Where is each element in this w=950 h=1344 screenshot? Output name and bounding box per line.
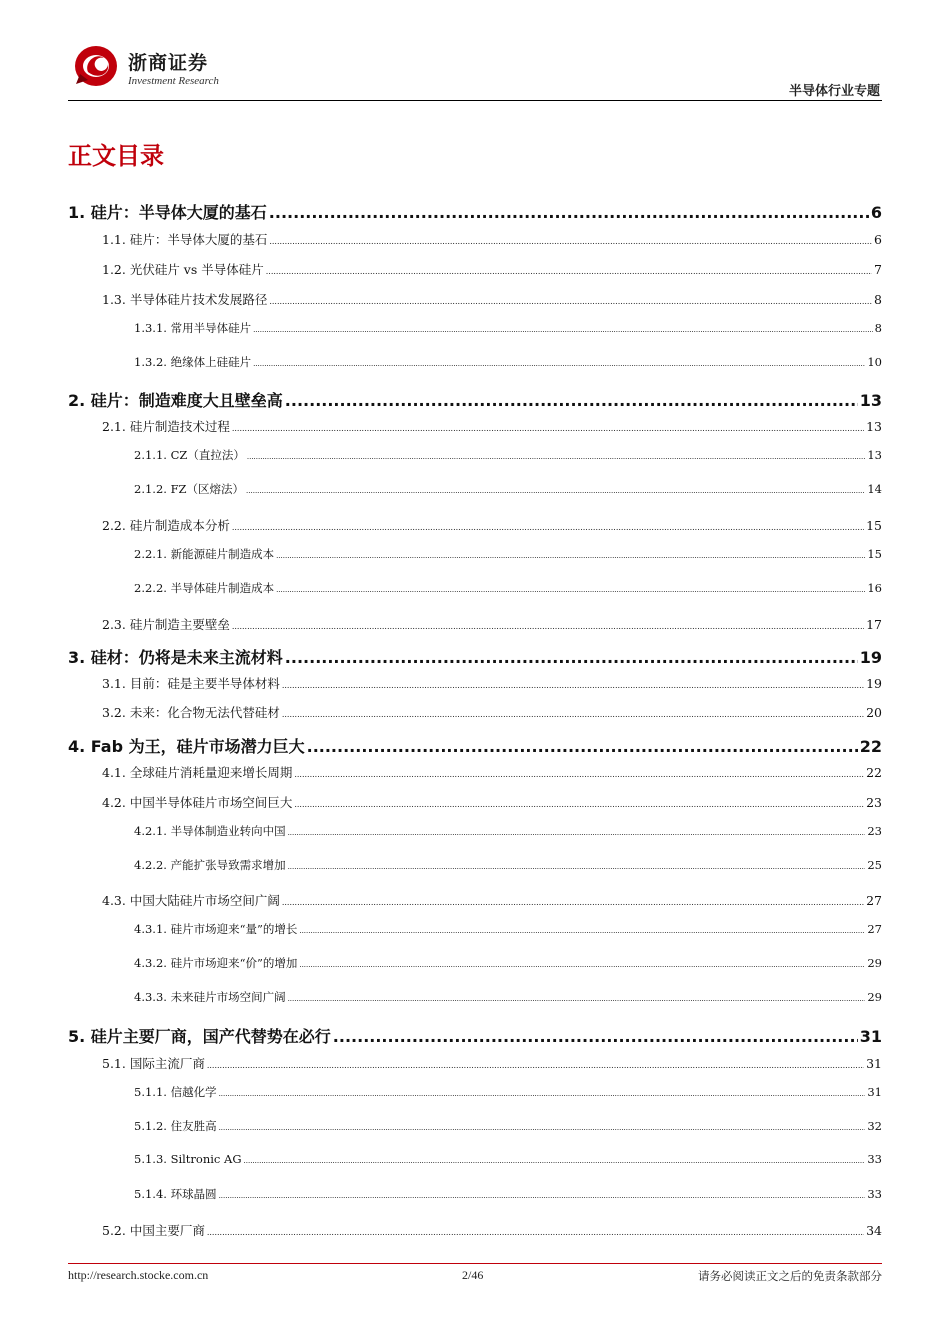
footer-disclaimer: 请务必阅读正文之后的免责条款部分 xyxy=(698,1269,882,1283)
toc-entry-page: 29 xyxy=(867,956,882,970)
toc-entry-page: 7 xyxy=(874,262,882,277)
toc-entry-page: 6 xyxy=(874,232,882,247)
toc-entry-level-2[interactable] xyxy=(68,615,882,633)
toc-entry-level-2[interactable] xyxy=(68,230,882,248)
header-divider xyxy=(68,100,882,101)
toc-entry-page: 13 xyxy=(867,448,882,462)
toc-dot-leader xyxy=(246,487,865,495)
toc-dot-leader xyxy=(253,326,873,334)
toc-dot-leader xyxy=(244,1157,866,1165)
toc-dot-leader xyxy=(299,961,865,969)
page-header xyxy=(68,36,882,100)
toc-entry-level-3[interactable] xyxy=(68,955,882,971)
toc-dot-leader xyxy=(288,995,866,1003)
toc-dot-leader xyxy=(247,453,865,461)
toc-entry-level-3[interactable] xyxy=(68,320,882,336)
toc-entry-title: 5.1.3. Siltronic AG xyxy=(134,1152,242,1166)
toc-entry-level-3[interactable] xyxy=(68,354,882,370)
toc-dot-leader xyxy=(232,622,864,631)
toc-entry-level-1[interactable] xyxy=(68,1024,882,1047)
toc-entry-level-2[interactable] xyxy=(68,290,882,308)
toc-entry-title: 3.2. 未来：化合物无法代替硅材 xyxy=(102,705,280,720)
toc-entry-title: 1.3.2. 绝缘体上硅硅片 xyxy=(134,355,252,369)
toc-dot-leader xyxy=(276,552,865,560)
toc-entry-level-3[interactable] xyxy=(68,1152,882,1166)
toc-entry-level-3[interactable] xyxy=(68,580,882,596)
toc-entry-page: 16 xyxy=(867,581,882,595)
toc-entry-page: 32 xyxy=(867,1119,882,1133)
toc-dot-leader xyxy=(269,203,869,222)
toc-entry-title: 3. 硅材：仍将是未来主流材料 xyxy=(68,648,283,667)
toc-dot-leader xyxy=(307,737,858,756)
toc-entry-page: 15 xyxy=(866,518,882,533)
toc-entry-title: 1.3. 半导体硅片技术发展路径 xyxy=(102,292,268,307)
toc-entry-page: 13 xyxy=(866,419,882,434)
toc-entry-level-3[interactable] xyxy=(68,546,882,562)
toc-entry-page: 25 xyxy=(867,858,882,872)
toc-entry-page: 23 xyxy=(866,795,882,810)
toc-entry-level-2[interactable] xyxy=(68,417,882,435)
toc-entry-level-3[interactable] xyxy=(68,1084,882,1100)
toc-entry-level-2[interactable] xyxy=(68,703,882,721)
toc-entry-title: 1.1. 硅片：半导体大厦的基石 xyxy=(102,232,268,247)
toc-entry-page: 17 xyxy=(866,617,882,632)
toc-entry-page: 6 xyxy=(870,203,882,222)
toc-dot-leader xyxy=(294,770,864,779)
toc-entry-title: 4. Fab 为王，硅片市场潜力巨大 xyxy=(68,737,305,756)
toc-dot-leader xyxy=(207,1061,864,1070)
toc-dot-leader xyxy=(333,1027,858,1046)
toc-entry-title: 2.1.1. CZ（直拉法） xyxy=(134,448,245,462)
toc-entry-page: 29 xyxy=(867,990,882,1004)
toc-entry-level-2[interactable] xyxy=(68,674,882,692)
toc-entry-title: 1. 硅片：半导体大厦的基石 xyxy=(68,203,267,222)
toc-entry-level-1[interactable] xyxy=(68,645,882,668)
toc-entry-title: 5.1.4. 环球晶圆 xyxy=(134,1187,217,1201)
toc-dot-leader xyxy=(219,1090,866,1098)
toc-entry-title: 1.2. 光伏硅片 vs 半导体硅片 xyxy=(102,262,264,277)
toc-entry-level-3[interactable] xyxy=(68,1186,882,1202)
toc-entry-title: 5.1. 国际主流厂商 xyxy=(102,1056,205,1071)
toc-entry-title: 2.1.2. FZ（区熔法） xyxy=(134,482,245,496)
toc-entry-level-2[interactable] xyxy=(68,763,882,781)
toc-entry-page: 19 xyxy=(866,676,882,691)
toc-dot-leader xyxy=(253,360,865,368)
page-title: 正文目录 xyxy=(68,142,164,170)
toc-entry-level-3[interactable] xyxy=(68,857,882,873)
toc-entry-level-3[interactable] xyxy=(68,989,882,1005)
toc-entry-title: 5. 硅片主要厂商，国产代替势在必行 xyxy=(68,1027,331,1046)
toc-entry-page: 34 xyxy=(866,1223,882,1238)
toc-entry-page: 15 xyxy=(867,547,882,561)
toc-entry-level-1[interactable] xyxy=(68,734,882,757)
toc-dot-leader xyxy=(282,898,864,907)
toc-entry-page: 27 xyxy=(866,893,882,908)
toc-entry-page: 19 xyxy=(859,648,882,667)
toc-entry-title: 5.1.2. 住友胜高 xyxy=(134,1119,217,1133)
toc-entry-title: 1.3.1. 常用半导体硅片 xyxy=(134,321,252,335)
toc-entry-level-2[interactable] xyxy=(68,891,882,909)
page-number: 2/46 xyxy=(462,1268,484,1282)
toc-entry-page: 10 xyxy=(867,355,882,369)
toc-dot-leader xyxy=(266,267,872,276)
toc-dot-leader xyxy=(232,424,864,433)
toc-dot-leader xyxy=(269,237,872,246)
toc-entry-level-2[interactable] xyxy=(68,1054,882,1072)
toc-entry-title: 4.3.3. 未来硅片市场空间广阔 xyxy=(134,990,286,1004)
toc-entry-page: 31 xyxy=(867,1085,882,1099)
toc-entry-title: 5.1.1. 信越化学 xyxy=(134,1085,217,1099)
toc-dot-leader xyxy=(285,391,858,410)
toc-entry-page: 8 xyxy=(874,321,882,335)
toc-entry-page: 31 xyxy=(866,1056,882,1071)
brand-name-en: Investment Research xyxy=(128,75,219,87)
company-logo-icon xyxy=(74,44,118,88)
toc-entry-title: 2. 硅片：制造难度大且壁垒高 xyxy=(68,391,283,410)
toc-entry-title: 4.2.1. 半导体制造业转向中国 xyxy=(134,824,286,838)
toc-dot-leader xyxy=(299,927,865,935)
toc-dot-leader xyxy=(269,297,872,306)
toc-entry-level-3[interactable] xyxy=(68,447,882,463)
toc-entry-title: 4.1. 全球硅片消耗量迎来增长周期 xyxy=(102,765,293,780)
toc-entry-title: 2.1. 硅片制造技术过程 xyxy=(102,419,230,434)
toc-entry-title: 4.2.2. 产能扩张导致需求增加 xyxy=(134,858,286,872)
footer-divider xyxy=(68,1263,882,1264)
toc-dot-leader xyxy=(276,586,865,594)
report-type: 半导体行业专题 xyxy=(788,84,880,99)
toc-entry-title: 2.2. 硅片制造成本分析 xyxy=(102,518,230,533)
footer-url-link[interactable]: http://research.stocke.com.cn xyxy=(68,1268,209,1282)
toc-dot-leader xyxy=(219,1192,866,1200)
toc-entry-level-1[interactable] xyxy=(68,200,882,223)
toc-entry-title: 2.3. 硅片制造主要壁垒 xyxy=(102,617,230,632)
toc-entry-page: 27 xyxy=(867,922,882,936)
toc-dot-leader xyxy=(288,863,866,871)
toc-entry-level-2[interactable] xyxy=(68,1221,882,1239)
toc-entry-title: 5.2. 中国主要厂商 xyxy=(102,1223,205,1238)
toc-entry-level-2[interactable] xyxy=(68,793,882,811)
toc-entry-page: 22 xyxy=(859,737,882,756)
toc-dot-leader xyxy=(285,648,858,667)
toc-dot-leader xyxy=(294,800,864,809)
toc-entry-title: 2.2.2. 半导体硅片制造成本 xyxy=(134,581,275,595)
toc-entry-level-2[interactable] xyxy=(68,260,882,278)
toc-entry-page: 23 xyxy=(867,824,882,838)
toc-entry-level-3[interactable] xyxy=(68,481,882,497)
toc-dot-leader xyxy=(232,523,864,532)
toc-entry-title: 3.1. 目前：硅是主要半导体材料 xyxy=(102,676,280,691)
toc-entry-level-3[interactable] xyxy=(68,921,882,937)
toc-dot-leader xyxy=(207,1228,864,1237)
toc-entry-page: 33 xyxy=(867,1152,882,1166)
toc-entry-title: 4.3. 中国大陆硅片市场空间广阔 xyxy=(102,893,280,908)
toc-entry-level-1[interactable] xyxy=(68,388,882,411)
toc-dot-leader xyxy=(219,1124,866,1132)
toc-dot-leader xyxy=(288,829,866,837)
toc-entry-level-2[interactable] xyxy=(68,516,882,534)
toc-entry-page: 31 xyxy=(859,1027,882,1046)
toc-entry-page: 33 xyxy=(867,1187,882,1201)
toc-entry-page: 14 xyxy=(867,482,882,496)
toc-entry-page: 8 xyxy=(874,292,882,307)
toc-entry-title: 4.3.1. 硅片市场迎来“量”的增长 xyxy=(134,922,298,936)
toc-entry-title: 4.2. 中国半导体硅片市场空间巨大 xyxy=(102,795,293,810)
toc-entry-level-3[interactable] xyxy=(68,1118,882,1134)
toc-entry-level-3[interactable] xyxy=(68,823,882,839)
toc-dot-leader xyxy=(282,681,864,690)
toc-entry-page: 22 xyxy=(866,765,882,780)
toc-entry-title: 2.2.1. 新能源硅片制造成本 xyxy=(134,547,275,561)
toc-entry-page: 20 xyxy=(866,705,882,720)
brand-name-cn: 浙商证券 xyxy=(128,52,209,74)
toc-entry-page: 13 xyxy=(859,391,882,410)
toc-entry-title: 4.3.2. 硅片市场迎来“价”的增加 xyxy=(134,956,298,970)
toc-dot-leader xyxy=(282,710,864,719)
